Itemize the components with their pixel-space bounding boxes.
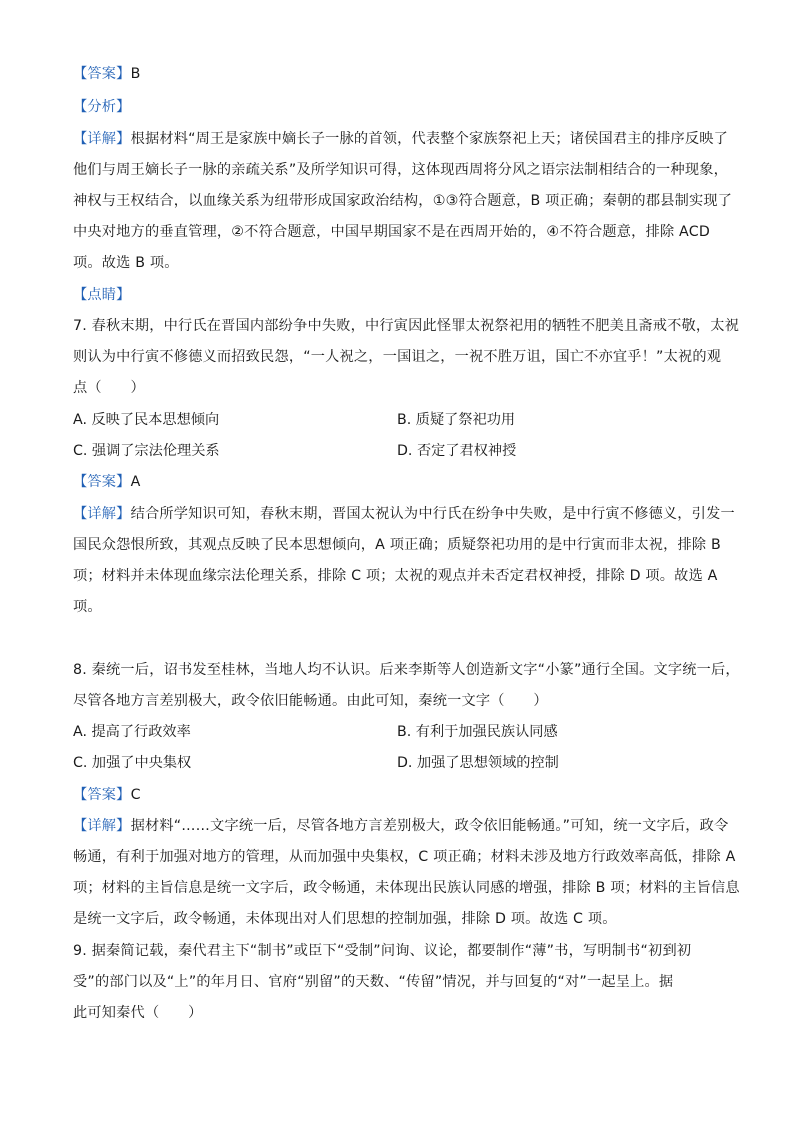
q7-detail-text: 项。 [73,599,102,615]
analysis-tag: 【分析】 [73,99,131,115]
q7-option-b: B. 质疑了祭祀功用 [397,412,516,428]
q7-detail-text: 结合所学知识可知，春秋末期，晋国太祝认为中行氏在纷争中失败，是中行寅不修德义，引发一 [130,506,735,522]
q8-detail-text: 项；材料的主旨信息是统一文字后，政令畅通，未体现出民族认同感的增强，排除 B 项；材料的主旨信息 [73,880,740,896]
q8-answer: C [130,787,141,803]
q6-answer: B [130,66,141,82]
q7-answer: A [130,474,141,490]
q7-option-a: A. 反映了民本思想倾向 [73,412,220,428]
detail-tag: 【详解】 [73,818,131,834]
answer-tag: 【答案】 [73,66,131,82]
q8-detail-text: 畅通，有利于加强对地方的管理，从而加强中央集权，C 项正确；材料未涉及地方行政效率高低，排除 A [73,849,736,865]
q9-stem: 受”的部门以及“上”的年月日、官府“别留”的天数、“传留”情况，并与回复的“对”一起呈上。据 [73,974,674,990]
q6-answer-line [73,64,734,84]
q6-detail-line [73,129,734,149]
q7-stem: 7. 春秋末期，中行氏在晋国内部纷争中失败，中行寅因此怪罪太祝祭祀用的牺牲不肥美且斋戒不敬，太祝 [73,318,740,334]
q6-detail-text: 他们与周王嫡长子一脉的亲疏关系”及所学知识可得，这体现西周将分风之语宗法制相结合的一种现象， [73,162,728,178]
q9-stem: 此可知秦代（ ） [73,1005,203,1021]
q7-detail-text: 国民众怨恨所致，其观点反映了民本思想倾向，A 项正确；质疑祭祀功用的是中行寅而非太祝，排除 B [73,537,721,553]
q6-detail-text: 中央对地方的垂直管理，②不符合题意，中国早期国家不是在西周开始的，④不符合题意，排除 ACD [73,224,710,240]
q8-detail-text: 据材料“……文字统一后，尽管各地方言差别极大，政令依旧能畅通。”可知，统一文字后，政令 [130,818,729,834]
q6-detail-text: 神权与王权结合，以血缘关系为纽带形成国家政治结构，①③符合题意，B 项正确；秦朝的郡县制实现了 [73,193,733,209]
q7-answer-line [73,472,734,492]
q8-option-b: B. 有利于加强民族认同感 [397,724,558,740]
q6-comment-line [73,285,734,305]
q8-stem: 尽管各地方言差别极大，政令依旧能畅通。由此可知，秦统一文字（ ） [73,693,548,709]
q9-stem: 9. 据秦简记载，秦代君主下“制书”或臣下“受制”问询、议论，都要制作“薄”书，写明制书“初到初 [73,943,692,959]
q6-detail-text: 项。故选 B 项。 [73,255,179,271]
q8-detail-text: 是统一文字后，政令畅通，未体现出对人们思想的控制加强，排除 D 项。故选 C 项。 [73,911,617,927]
q8-option-d: D. 加强了思想领域的控制 [397,755,559,771]
q8-detail-line [73,816,734,836]
q8-answer-line [73,785,734,805]
detail-tag: 【详解】 [73,131,131,147]
comment-tag: 【点睛】 [73,287,131,303]
q7-detail-line [73,504,734,524]
q7-stem: 则认为中行寅不修德义而招致民怨，“一人祝之，一国诅之，一祝不胜万诅，国亡不亦宜乎！”太祝的观 [73,349,722,365]
answer-tag: 【答案】 [73,474,131,490]
q6-detail-text: 根据材料“周王是家族中嫡长子一脉的首领，代表整个家族祭祀上天；诸侯国君主的排序反映了 [130,131,729,147]
q7-detail-text: 项；材料并未体现血缘宗法伦理关系，排除 C 项；太祝的观点并未否定君权神授，排除 D 项。故选 A [73,568,718,584]
q7-option-c: C. 强调了宗法伦理关系 [73,443,220,459]
q7-stem: 点（ ） [73,380,145,396]
q8-option-a: A. 提高了行政效率 [73,724,191,740]
q8-option-c: C. 加强了中央集权 [73,755,192,771]
detail-tag: 【详解】 [73,506,131,522]
q6-analysis-line [73,97,734,117]
q7-option-d: D. 否定了君权神授 [397,443,517,459]
q8-stem: 8. 秦统一后，诏书发至桂林，当地人均不认识。后来李斯等人创造新文字“小篆”通行全国。文字统一后， [73,662,740,678]
answer-tag: 【答案】 [73,787,131,803]
